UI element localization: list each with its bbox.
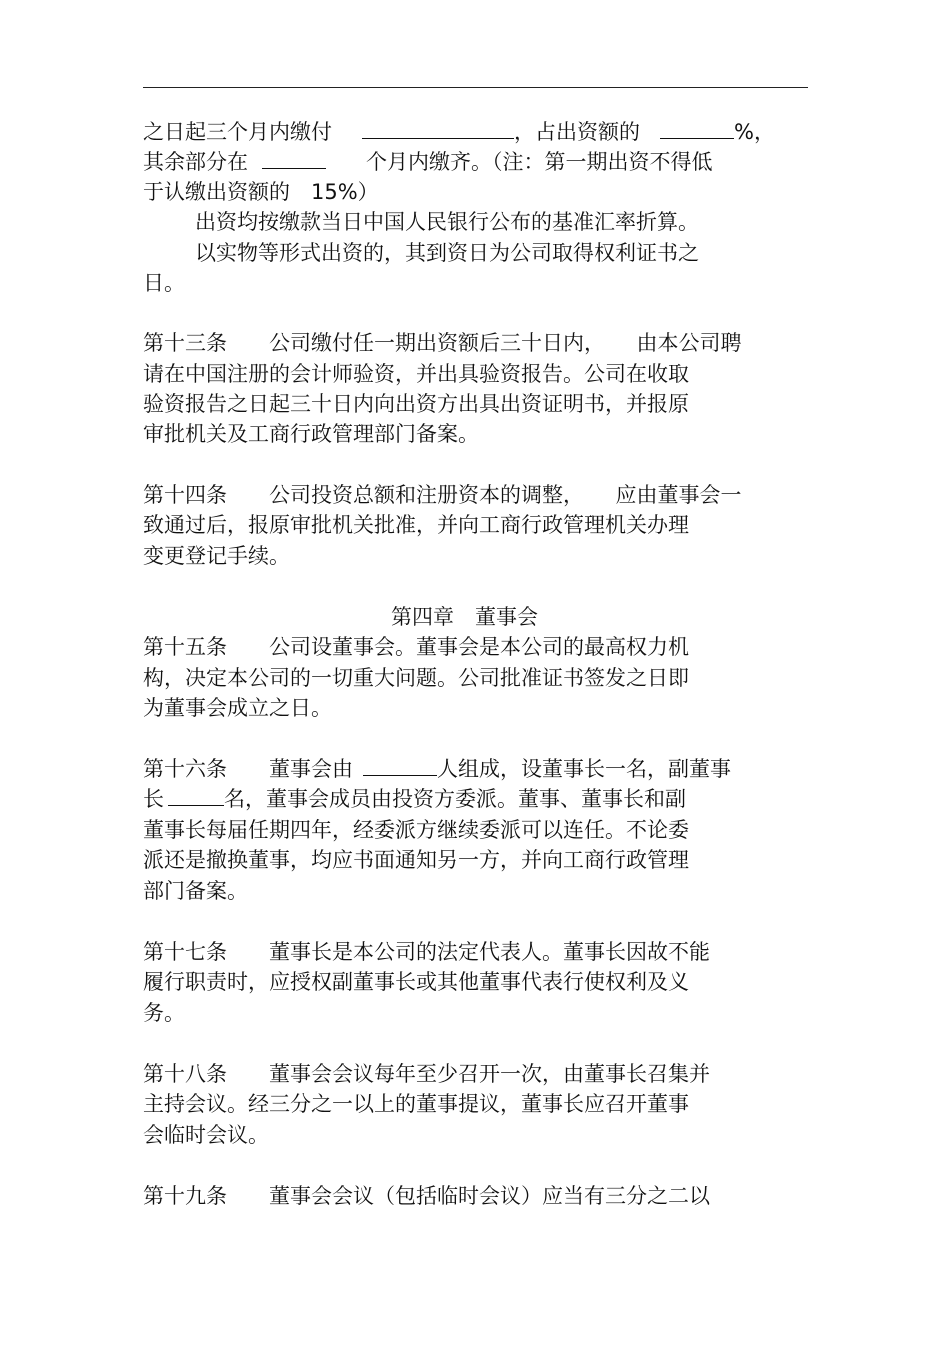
fill-blank [363, 757, 437, 776]
article-19-line: 第十九条 董事会会议（包括临时会议）应当有三分之二以 [143, 1184, 710, 1208]
article-17-line: 务。 [143, 1001, 185, 1025]
article-14-line: 致通过后，报原审批机关批准，并向工商行政管理机关办理 [143, 513, 689, 537]
article-13-line: 第十三条 公司缴付任一期出资额后三十日内， 由本公司聘 [143, 331, 742, 355]
article-14-line: 第十四条 公司投资总额和注册资本的调整， 应由董事会一 [143, 483, 742, 507]
article-18-line: 第十八条 董事会会议每年至少召开一次，由董事长召集并 [143, 1062, 710, 1086]
text-line: 其余部分在 个月内缴齐。（注：第一期出资不得低 [143, 150, 713, 174]
article-17-line: 履行职责时，应授权副董事长或其他董事代表行使权利及义 [143, 970, 689, 994]
article-15-line: 构，决定本公司的一切重大问题。公司批准证书签发之日即 [143, 666, 689, 690]
article-15-line: 为董事会成立之日。 [143, 696, 332, 720]
text-line: 日。 [143, 271, 185, 295]
text-line: 出资均按缴款当日中国人民银行公布的基准汇率折算。 [195, 210, 699, 234]
article-13-line: 审批机关及工商行政管理部门备案。 [143, 422, 479, 446]
fill-blank [168, 787, 224, 806]
fill-blank [362, 120, 514, 139]
article-14-line: 变更登记手续。 [143, 544, 290, 568]
article-16-line: 长 名，董事会成员由投资方委派。董事、董事长和副 [143, 787, 686, 811]
article-17-line: 第十七条 董事长是本公司的法定代表人。董事长因故不能 [143, 940, 710, 964]
fill-blank [262, 150, 326, 169]
text-line: 之日起三个月内缴付 ，占出资额的 %， [143, 120, 775, 144]
article-16-line: 董事长每届任期四年，经委派方继续委派可以连任。不论委 [143, 818, 689, 842]
fill-blank [660, 120, 734, 139]
header-rule [143, 87, 808, 88]
article-16-line: 派还是撤换董事，均应书面通知另一方，并向工商行政管理 [143, 848, 689, 872]
article-13-line: 验资报告之日起三十日内向出资方出具出资证明书，并报原 [143, 392, 689, 416]
text-line: 以实物等形式出资的，其到资日为公司取得权利证书之 [195, 241, 699, 265]
chapter-heading: 第四章 董事会 [391, 605, 538, 629]
article-16-line: 第十六条 董事会由 人组成，设董事长一名，副董事 [143, 757, 731, 781]
article-13-line: 请在中国注册的会计师验资，并出具验资报告。公司在收取 [143, 362, 689, 386]
article-18-line: 主持会议。经三分之一以上的董事提议，董事长应召开董事 [143, 1092, 689, 1116]
article-18-line: 会临时会议。 [143, 1123, 269, 1147]
article-16-line: 部门备案。 [143, 879, 248, 903]
text-line: 于认缴出资额的 15%） [143, 180, 379, 204]
article-15-line: 第十五条 公司设董事会。董事会是本公司的最高权力机 [143, 635, 689, 659]
